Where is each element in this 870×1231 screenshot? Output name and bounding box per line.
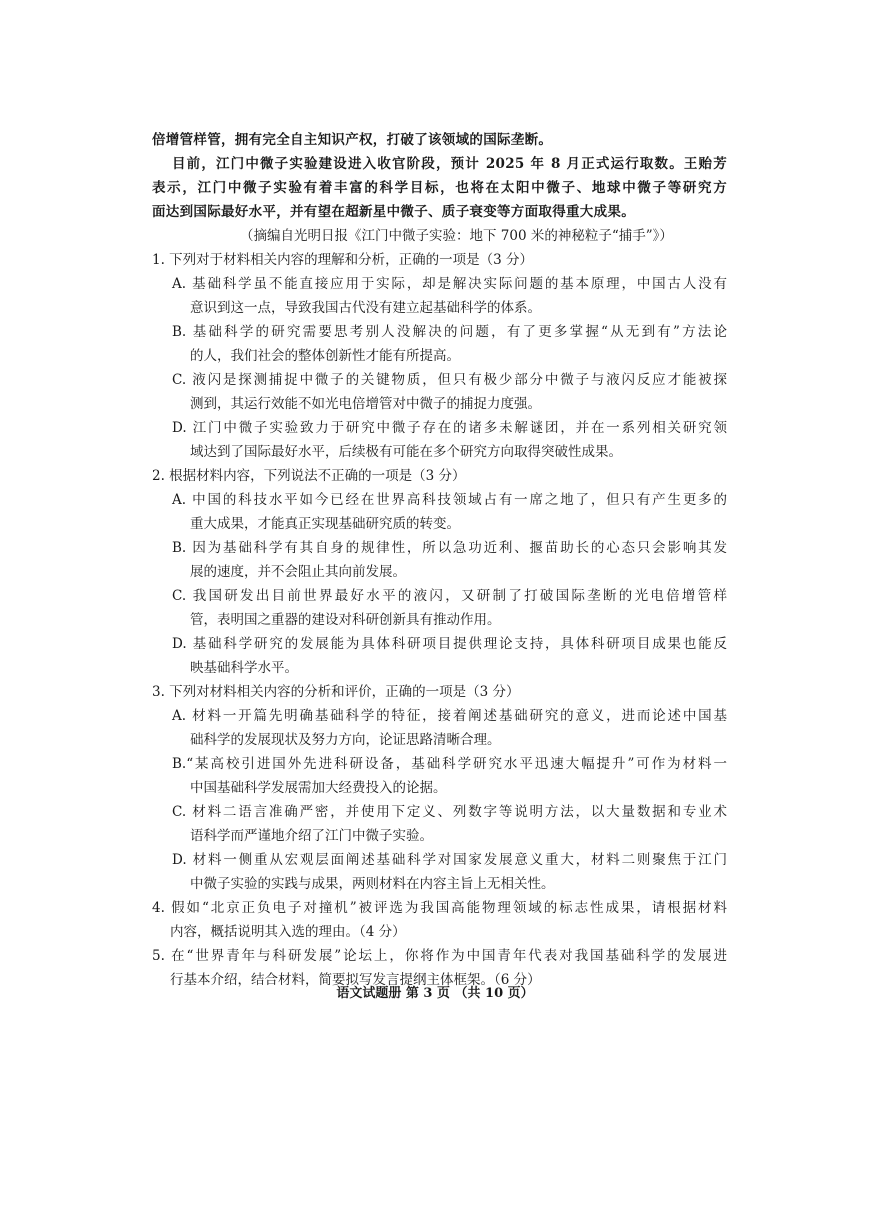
question-stem-cont: 行基本介绍，结合材料，简要拟写发言提纲主体框架。（6 分）	[170, 972, 541, 988]
question-2	[152, 464, 727, 680]
option-text-cont: 重大成果，才能真正实现基础研究质的转变。	[190, 516, 460, 532]
source-citation: （摘编自光明日报《江门中微子实验：地下 700 米的神秘粒子“捕手”》）	[240, 228, 673, 244]
question-stem: 5. 在“世界青年与科研发展”论坛上，你将作为中国青年代表对我国基础科学的发展进	[152, 948, 727, 964]
option-d	[152, 416, 727, 464]
option-a	[152, 488, 727, 536]
option-text-cont: 测到，其运行效能不如光电倍增管对中微子的捕捉力度强。	[190, 396, 541, 412]
question-stem: 4. 假如“北京正负电子对撞机”被评选为我国高能物理领域的标志性成果，请根据材料	[152, 900, 727, 916]
option-text: A. 基础科学虽不能直接应用于实际，却是解决实际问题的基本原理，中国古人没有	[172, 276, 727, 292]
option-text: D. 江门中微子实验致力于研究中微子存在的诸多未解谜团，并在一系列相关研究领	[172, 420, 727, 436]
option-b	[152, 536, 727, 584]
option-a	[152, 272, 727, 320]
option-text: B. 因为基础科学有其自身的规律性，所以急功近利、揠苗助长的心态只会影响其发	[172, 540, 727, 556]
option-text-cont: 映基础科学水平。	[190, 660, 298, 676]
intro-line-4: 面达到国际最好水平，并有望在超新星中微子、质子衰变等方面取得重大成果。	[152, 204, 635, 220]
question-4	[152, 896, 727, 944]
option-text: C. 我国研发出目前世界最好水平的液闪，又研制了打破国际垄断的光电倍增管样	[172, 588, 727, 604]
question-stem: 2. 根据材料内容，下列说法不正确的一项是（3 分）	[152, 468, 466, 484]
option-d	[152, 632, 727, 680]
question-stem-cont: 内容，概括说明其入选的理由。（4 分）	[170, 924, 406, 940]
option-text: C. 材料二语言准确严密，并使用下定义、列数字等说明方法，以大量数据和专业术	[172, 804, 727, 820]
page-footer: 语文试题册 第 3 页 （共 10 页）	[336, 986, 534, 1001]
option-text-cont: 管，表明国之重器的建设对科研创新具有推动作用。	[190, 612, 501, 628]
option-text-cont: 础科学的发展现状及努力方向，论证思路清晰合理。	[190, 732, 501, 748]
option-text-cont: 的人，我们社会的整体创新性才能有所提高。	[190, 348, 460, 364]
option-text-cont: 展的速度，并不会阻止其向前发展。	[190, 564, 406, 580]
option-text: A. 中国的科技水平如今已经在世界高科技领域占有一席之地了，但只有产生更多的	[172, 492, 727, 508]
option-text-cont: 语科学而严谨地介绍了江门中微子实验。	[190, 828, 433, 844]
option-text-cont: 中微子实验的实践与成果，两则材料在内容主旨上无相关性。	[190, 876, 555, 892]
intro-line-2: 目前，江门中微子实验建设进入收官阶段，预计 2025 年 8 月正式运行取数。王贻芳	[172, 156, 727, 172]
option-text-cont: 意识到这一点，导致我国古代没有建立起基础科学的体系。	[190, 300, 541, 316]
option-text: B.“某高校引进国外先进科研设备，基础科学研究水平迅速大幅提升”可作为材料一	[172, 756, 727, 772]
question-stem: 3. 下列对材料相关内容的分析和评价，正确的一项是（3 分）	[152, 684, 520, 700]
option-text: C. 液闪是探测捕捉中微子的关键物质，但只有极少部分中微子与液闪反应才能被探	[172, 372, 727, 388]
option-text: D. 基础科学研究的发展能为具体科研项目提供理论支持，具体科研项目成果也能反	[172, 636, 727, 652]
intro-passage	[152, 128, 727, 248]
option-d	[152, 848, 727, 896]
option-b	[152, 320, 727, 368]
question-1	[152, 248, 727, 464]
option-a	[152, 704, 727, 752]
option-text: A. 材料一开篇先明确基础科学的特征，接着阐述基础研究的意义，进而论述中国基	[172, 708, 727, 724]
question-3	[152, 680, 727, 896]
option-c	[152, 800, 727, 848]
intro-line-1: 倍增管样管，拥有完全自主知识产权，打破了该领域的国际垄断。	[152, 132, 553, 148]
intro-line-3: 表示，江门中微子实验有着丰富的科学目标，也将在太阳中微子、地球中微子等研究方	[152, 180, 727, 196]
question-stem: 1. 下列对于材料相关内容的理解和分析，正确的一项是（3 分）	[152, 252, 534, 268]
option-text: D. 材料一侧重从宏观层面阐述基础科学对国家发展意义重大，材料二则聚焦于江门	[172, 852, 727, 868]
page-content	[152, 128, 727, 992]
option-b	[152, 752, 727, 800]
option-c	[152, 584, 727, 632]
option-c	[152, 368, 727, 416]
option-text: B. 基础科学的研究需要思考别人没解决的问题，有了更多掌握“从无到有”方法论	[172, 324, 727, 340]
option-text-cont: 域达到了国际最好水平，后续极有可能在多个研究方向取得突破性成果。	[190, 444, 622, 460]
option-text-cont: 中国基础科学发展需加大经费投入的论据。	[190, 780, 447, 796]
